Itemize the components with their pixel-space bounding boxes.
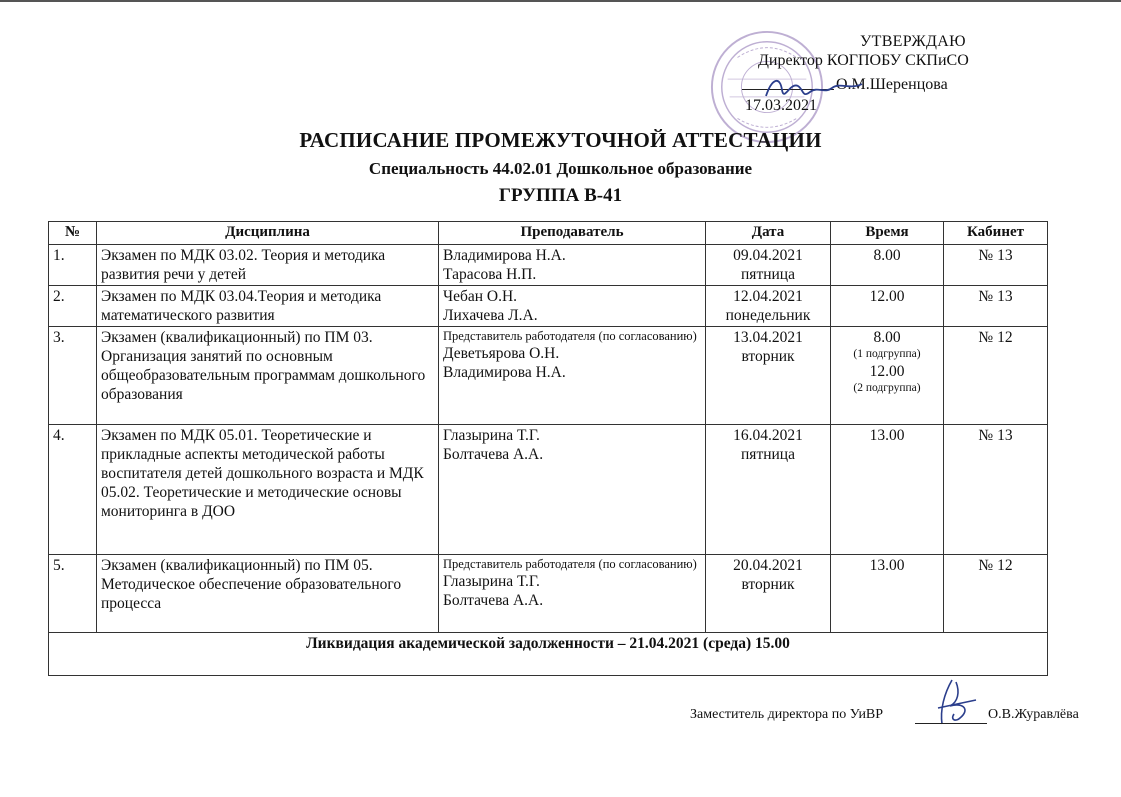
row-teachers [439, 425, 706, 555]
row-date [706, 327, 831, 425]
table-row [49, 245, 1048, 286]
teacher-name: Владимирова Н.А. [443, 247, 566, 264]
director-name: О.М.Шеренцова [836, 76, 948, 93]
approval-title: УТВЕРЖДАЮ [860, 33, 966, 50]
table-row [49, 425, 1048, 555]
weekday-value: понедельник [725, 307, 811, 324]
column-header-room: Кабинет [944, 222, 1048, 245]
subgroup-note: (2 подгруппа) [853, 382, 921, 394]
table-row [49, 555, 1048, 633]
row-room: № 13 [944, 425, 1048, 555]
teacher-name: Глазырина Т.Г. [443, 573, 540, 590]
table-row [49, 286, 1048, 327]
approval-date: 17.03.2021 [745, 97, 817, 114]
row-discipline: Экзамен по МДК 03.04.Теория и методика математического развития [97, 286, 439, 327]
scan-top-edge [0, 0, 1121, 2]
date-value: 12.04.2021 [733, 288, 803, 305]
deputy-name: О.В.Журавлёва [988, 707, 1079, 722]
row-number: 3. [49, 327, 97, 425]
time-value: 8.00 [873, 247, 901, 264]
column-header-number: № [49, 222, 97, 245]
weekday-value: вторник [741, 348, 795, 365]
row-room: № 12 [944, 555, 1048, 633]
deputy-signature-block [690, 707, 1110, 737]
date-value: 13.04.2021 [733, 329, 803, 346]
time-value: 13.00 [869, 427, 905, 444]
approval-block [700, 30, 1100, 120]
teacher-name: Глазырина Т.Г. [443, 427, 540, 444]
row-teachers [439, 327, 706, 425]
row-discipline: Экзамен (квалификационный) по ПМ 05. Методическое обеспечение образовательного процесса [97, 555, 439, 633]
academic-debt-note: Ликвидация академической задолженности – 21.04.2021 (среда) 15.00 [49, 633, 1048, 676]
time-value: 13.00 [869, 557, 905, 574]
row-number: 5. [49, 555, 97, 633]
table-footer-row [49, 633, 1048, 676]
row-date [706, 286, 831, 327]
row-time [831, 327, 944, 425]
specialty-subtitle: Специальность 44.02.01 Дошкольное образование [368, 159, 753, 178]
column-header-time: Время [831, 222, 944, 245]
signature-line [915, 723, 987, 724]
row-discipline: Экзамен по МДК 05.01. Теоретические и прикладные аспекты методической работы воспитателя детей дошкольного возраста и МДК 05.02. Теоретические и методические основы мониторинга в ДОО [97, 425, 439, 555]
time-value: 12.00 [869, 363, 905, 380]
date-value: 20.04.2021 [733, 557, 803, 574]
teacher-name: Болтачева А.А. [443, 592, 544, 609]
employer-note: Представитель работодателя (по согласованию) [443, 329, 697, 343]
row-number: 1. [49, 245, 97, 286]
row-time [831, 286, 944, 327]
group-title: ГРУППА В-41 [498, 185, 623, 206]
weekday-value: пятница [741, 446, 795, 463]
row-date [706, 245, 831, 286]
teacher-name: Тарасова Н.П. [443, 266, 537, 283]
weekday-value: вторник [741, 576, 795, 593]
subgroup-note: (1 подгруппа) [853, 348, 921, 360]
employer-note: Представитель работодателя (по согласованию) [443, 557, 697, 571]
table-header-row [49, 222, 1048, 245]
row-teachers [439, 286, 706, 327]
teacher-name: Болтачева А.А. [443, 446, 544, 463]
table-row [49, 327, 1048, 425]
weekday-value: пятница [741, 266, 795, 283]
row-time [831, 425, 944, 555]
row-date [706, 555, 831, 633]
row-time [831, 555, 944, 633]
page-title: РАСПИСАНИЕ ПРОМЕЖУТОЧНОЙ АТТЕСТАЦИИ [299, 128, 822, 152]
row-teachers [439, 245, 706, 286]
teacher-name: Деветьярова О.Н. [443, 345, 560, 362]
row-number: 4. [49, 425, 97, 555]
row-room: № 13 [944, 286, 1048, 327]
column-header-discipline: Дисциплина [97, 222, 439, 245]
row-teachers [439, 555, 706, 633]
row-date [706, 425, 831, 555]
director-signature-icon [758, 68, 868, 108]
column-header-date: Дата [706, 222, 831, 245]
deputy-position: Заместитель директора по УиВР [690, 707, 884, 722]
teacher-name: Владимирова Н.А. [443, 364, 566, 381]
teacher-name: Чебан О.Н. [443, 288, 518, 305]
schedule-table [48, 221, 1048, 676]
row-room: № 13 [944, 245, 1048, 286]
row-number: 2. [49, 286, 97, 327]
time-value: 8.00 [873, 329, 901, 346]
row-room: № 12 [944, 327, 1048, 425]
row-discipline: Экзамен (квалификационный) по ПМ 03. Организация занятий по основным общеобразовательным программам дошкольного образования [97, 327, 439, 425]
date-value: 16.04.2021 [733, 427, 803, 444]
time-value: 12.00 [869, 288, 905, 305]
director-position: Директор КОГПОБУ СКПиСО [758, 52, 969, 69]
column-header-teacher: Преподаватель [439, 222, 706, 245]
row-discipline: Экзамен по МДК 03.02. Теория и методика развития речи у детей [97, 245, 439, 286]
date-value: 09.04.2021 [733, 247, 803, 264]
row-time [831, 245, 944, 286]
teacher-name: Лихачева Л.А. [443, 307, 538, 324]
